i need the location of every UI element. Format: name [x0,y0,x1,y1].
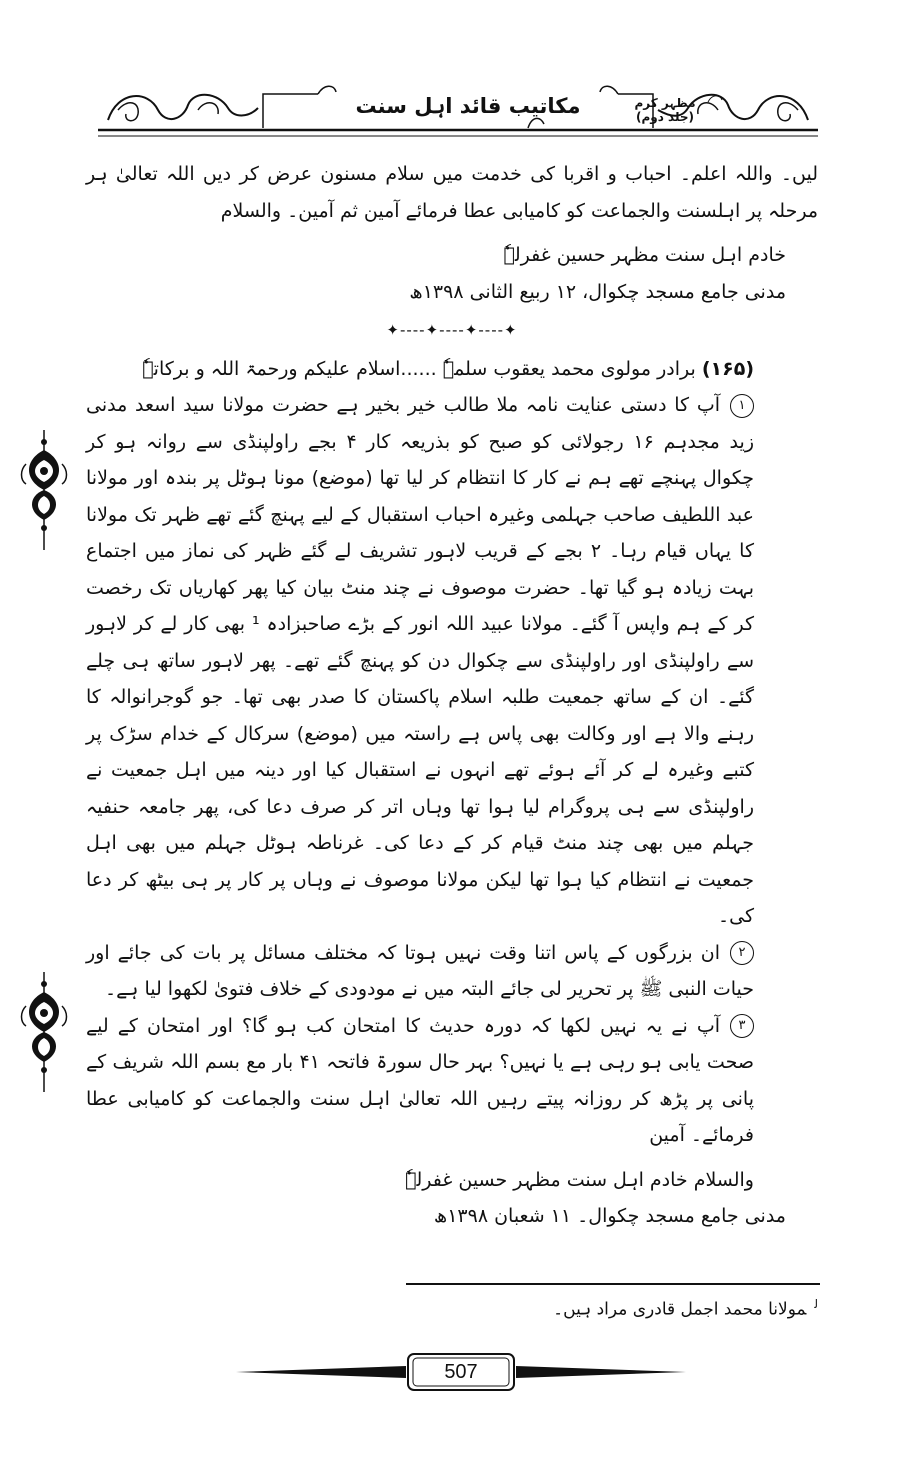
letter-item-3 [86,1008,818,1154]
item-marker: ۳ [730,1014,754,1038]
item-text: آپ نے یہ نہیں لکھا کہ دورہ حدیث کا امتحان کب ہو گا؟ اور امتحان کے لیے صحت یابی ہو رہی ہے یا نہیں؟ بہر حال سورۃ فاتحہ ۴۱ بار مع بسم اللہ شریف کے پانی پر پڑھ کر روزانہ پیتے رہیں اللہ تعالیٰ اہل سنت والجماعت کو کامیابی عطا فرمائے۔ آمین [86,1014,754,1146]
header-title: مکاتیب قائد اہل سنت [355,94,581,118]
item-marker: ۱ [730,394,754,418]
item-marker: ۲ [730,941,754,965]
page-number-bar [236,1352,686,1392]
page-header [88,80,828,142]
place-date: مدنی جامع مسجد چکوال۔ ۱۱ شعبان ۱۳۹۸ھ [433,1205,786,1227]
floral-ornament-icon [18,972,70,1092]
letter-item-2 [86,935,818,1008]
page-number: 507 [444,1361,478,1383]
letter-heading-text: برادر مولوی محمد یعقوب سلمہٗ ......اسلام علیکم ورحمۃ اللہ و برکاتہٗ [142,357,696,380]
footnote [406,1297,818,1320]
item-text: آپ کا دستی عنایت نامہ ملا طالب خیر بخیر ہے حضرت مولانا سید اسعد مدنی زید مجدہم ۱۶ رجولائی کو صبح کو بذریعہ کار ۴ بجے راولپنڈی سے روانہ ہو کر چکوال پہنچے تھے ہم نے کار کا انتظام کر لیا تھا (موضع) مونا ہوٹل پر بندہ اور مولانا عبد اللطیف صاحب جہلمی وغیرہ احباب استقبال کے لیے پہنچ گئے تھے ظہر تک مولانا کا یہاں قیام رہا۔ ۲ بجے کے قریب لاہور تشریف لے گئے ظہر کی نماز میں اجتماع بہت زیادہ ہو گیا تھا۔ حضرت موصوف نے چند منٹ بیان کیا پھر کھاریاں تک رخصت کر کے ہم واپس آ گئے۔ مولانا عبید اللہ انور کے بڑے صاحبزادہ ¹ بھی کار لے کر لاہور سے راولپنڈی اور راولپنڈی سے چکوال دن کو پہنچ گئے تھے۔ پھر لاہور ساتھ ہی چلے گئے۔ ان کے ساتھ جمعیت طلبہ اسلام پاکستان کا صدر بھی تھا۔ جو گوجرانوالہ کا رہنے والا ہے اور وکالت بھی پاس ہے راستہ میں (موضع) سرکال کے خدام سڑک پر کتبے وغیرہ لے کر آئے ہوئے تھے انہوں نے استقبال کیا اور دینہ میں اہل جمعیت نے راولپنڈی سے ہی پروگرام لیا ہوا تھا وہاں اتر کر صرف دعا کی، پھر جامعہ حنفیہ جہلم میں بھی چند منٹ قیام کر کے دعا کی۔ غرناطہ ہوٹل جہلم میں بھی اہل جمعیت نے انتظام کیا ہوا تھا لیکن مولانا موصوف نے وہاں پر کار پر ہی بیٹھ کر دعا کی۔ [86,394,755,927]
footnote-rule [406,1283,820,1285]
letter-paragraph: لیں۔ واللہ اعلم۔ احباب و اقربا کی خدمت میں سلام مسنون عرض کر دیں اللہ تعالیٰ ہر مرحلہ پر اہلسنت والجماعت کو کامیابی عطا فرمائے آمین ثم آمین۔ والسلام [86,163,818,222]
letter-heading [86,351,818,388]
section-separator: ✦----✦----✦----✦ [386,321,518,339]
header-volume-label: مظہر کرم (جلد دوم) [634,96,696,124]
footnote-mark: ل [814,1297,818,1311]
footnote-text: مولانا محمد اجمل قادری مراد ہیں۔ [553,1299,807,1320]
signature: خادم اہل سنت مظہر حسین غفرلہٗ [503,244,786,266]
letter-number: (۱۶۵) [701,357,754,380]
letter-item-1 [86,387,818,935]
item-text: ان بزرگوں کے پاس اتنا وقت نہیں ہوتا کہ مختلف مسائل پر بات کی جائے اور حیات النبی ﷺ پر تحریر لی جائے البتہ میں نے مودودی کے خلاف فتویٰ لکھوا لیا ہے۔ [86,941,754,1000]
floral-ornament-icon [18,430,70,550]
page-body [86,156,818,1235]
signature: والسلام خادم اہل سنت مظہر حسین غفرلہٗ [405,1168,754,1191]
place-date: مدنی جامع مسجد چکوال، ۱۲ ربیع الثانی ۱۳۹۸ھ [409,280,786,303]
